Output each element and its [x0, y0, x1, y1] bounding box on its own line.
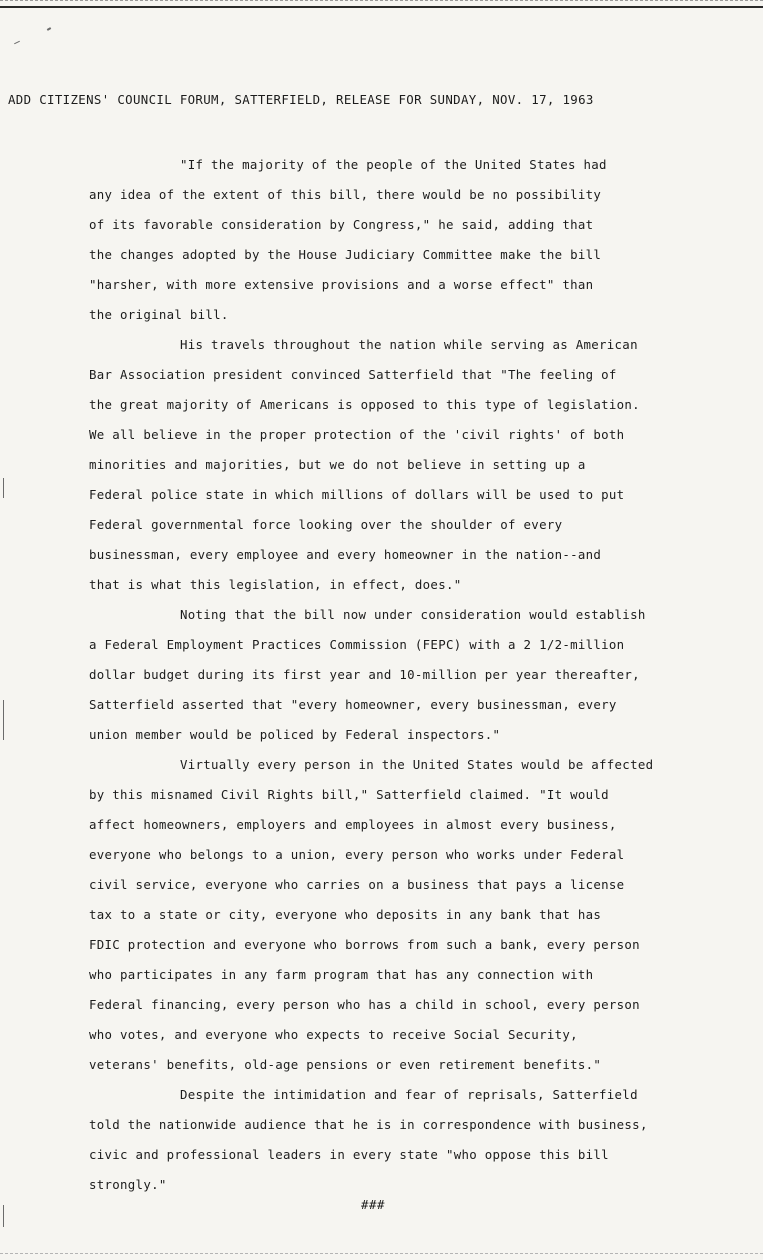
paragraph [89, 600, 757, 750]
text-line: a Federal Employment Practices Commission (FEPC) with a 2 1/2-million [89, 637, 625, 652]
text-line: tax to a state or city, everyone who deposits in any bank that has [89, 907, 602, 922]
text-line: the great majority of Americans is opposed to this type of legislation. [89, 397, 640, 412]
text-line: civil service, everyone who carries on a business that pays a license [89, 877, 625, 892]
text-line: Federal governmental force looking over the shoulder of every [89, 517, 563, 532]
text-line: veterans' benefits, old-age pensions or even retirement benefits." [89, 1057, 602, 1072]
text-line: union member would be policed by Federal inspectors." [89, 727, 501, 742]
text-line: who votes, and everyone who expects to receive Social Security, [89, 1027, 578, 1042]
text-line: any idea of the extent of this bill, there would be no possibility [89, 187, 602, 202]
text-line: We all believe in the proper protection of the 'civil rights' of both [89, 427, 625, 442]
text-line: FDIC protection and everyone who borrows from such a bank, every person [89, 937, 640, 952]
top-edge-dots [0, 0, 763, 4]
text-line: "If the majority of the people of the United States had [180, 157, 607, 172]
text-line: by this misnamed Civil Rights bill," Satterfield claimed. "It would [89, 787, 609, 802]
margin-mark [3, 478, 4, 498]
text-line: civic and professional leaders in every state "who oppose this bill [89, 1147, 609, 1162]
text-line: Federal financing, every person who has a child in school, every person [89, 997, 640, 1012]
paragraph [89, 1080, 757, 1200]
paragraph [89, 330, 757, 600]
text-line: affect homeowners, employers and employees in almost every business, [89, 817, 617, 832]
margin-mark [3, 700, 4, 740]
text-line: Despite the intimidation and fear of reprisals, Satterfield [180, 1087, 638, 1102]
end-mark: ### [361, 1197, 385, 1212]
text-line: Federal police state in which millions of dollars will be used to put [89, 487, 625, 502]
text-line: His travels throughout the nation while serving as American [180, 337, 638, 352]
text-line: of its favorable consideration by Congress," he said, adding that [89, 217, 594, 232]
text-line: businessman, every employee and every homeowner in the nation--and [89, 547, 602, 562]
paragraph [89, 150, 757, 330]
text-line: dollar budget during its first year and 10-million per year thereafter, [89, 667, 640, 682]
text-line: strongly." [89, 1177, 167, 1192]
text-line: the original bill. [89, 307, 229, 322]
release-header: ADD CITIZENS' COUNCIL FORUM, SATTERFIELD, RELEASE FOR SUNDAY, NOV. 17, 1963 [8, 92, 594, 107]
bottom-edge-dots [0, 1253, 763, 1254]
text-line: told the nationwide audience that he is in correspondence with business, [89, 1117, 648, 1132]
text-line: who participates in any farm program that has any connection with [89, 967, 594, 982]
document-body [89, 150, 757, 1200]
text-line: everyone who belongs to a union, every person who works under Federal [89, 847, 625, 862]
stray-mark [14, 41, 20, 44]
text-line: Bar Association president convinced Satterfield that "The feeling of [89, 367, 617, 382]
text-line: "harsher, with more extensive provisions and a worse effect" than [89, 277, 594, 292]
text-line: the changes adopted by the House Judiciary Committee make the bill [89, 247, 602, 262]
text-line: minorities and majorities, but we do not believe in setting up a [89, 457, 586, 472]
paragraph [89, 750, 757, 1080]
top-rule [0, 6, 763, 8]
text-line: Virtually every person in the United States would be affected [180, 757, 654, 772]
text-line: that is what this legislation, in effect, does." [89, 577, 462, 592]
stray-mark [47, 27, 51, 31]
text-line: Noting that the bill now under consideration would establish [180, 607, 646, 622]
text-line: Satterfield asserted that "every homeowner, every businessman, every [89, 697, 617, 712]
